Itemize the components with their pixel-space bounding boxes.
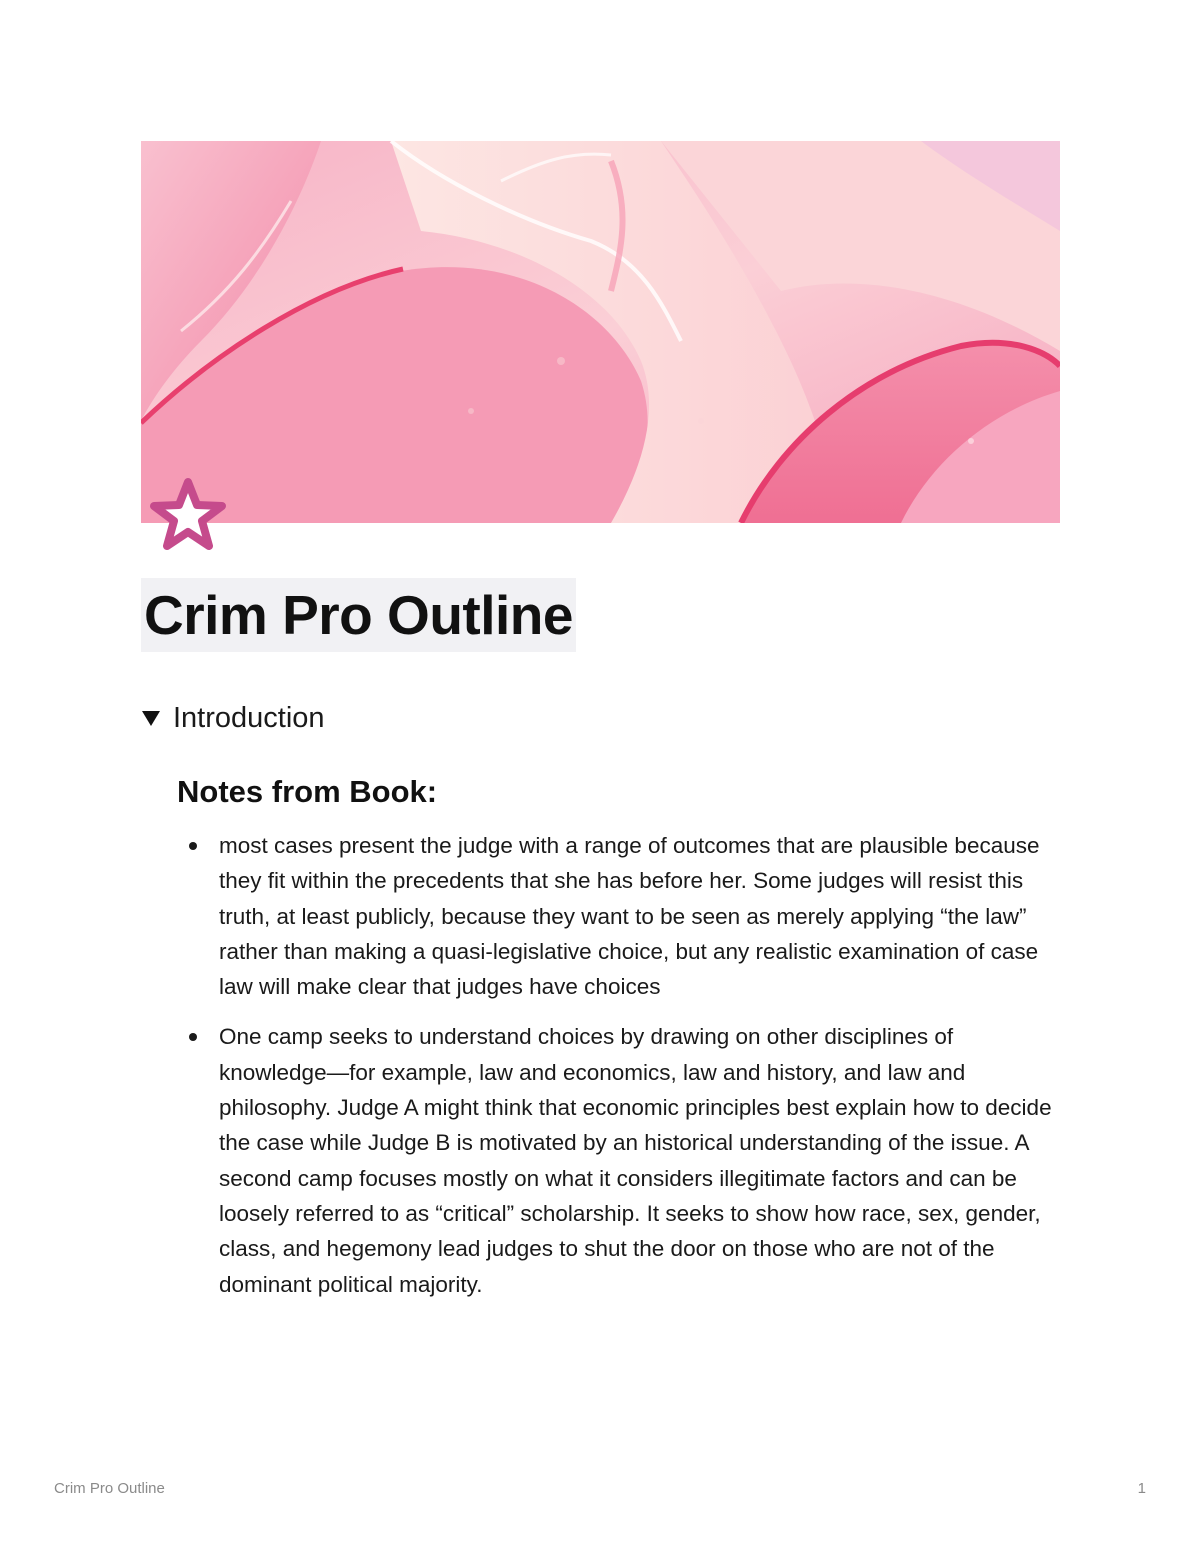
list-item-text: One camp seeks to understand choices by drawing on other disciplines of knowledge—for example, law and economics, law and history, and law and philosophy. Judge A might think that economic principles best explain how to decide the case while Judge B is motivated by an historical understanding of the issue. A second camp focuses mostly on what it considers illegitimate factors and can be loosely referred to as “critical” scholarship. It seeks to show how race, sex, gender, class, and hegemony lead judges to shut the door on those who are not of the dominant political majority. [219,1024,1052,1297]
bullet-dot-icon [189,1033,197,1041]
toggle-introduction[interactable] [141,698,325,738]
section-heading: Notes from Book: [177,774,438,809]
star-outline-icon[interactable] [148,476,228,552]
cover-image [141,141,1060,523]
toggle-label: Introduction [173,701,325,734]
list-item-text: most cases present the judge with a range of outcomes that are plausible because they fit within the precedents that she has before her. Some judges will resist this truth, at least publicly, because they want to be seen as merely applying “the law” rather than making a quasi-legislative choice, but any realistic examination of case law will make clear that judges have choices [219,833,1040,1000]
bullet-list [177,828,1062,1317]
list-item [177,1019,1062,1301]
triangle-down-icon[interactable] [141,708,161,728]
list-item [177,828,1062,1004]
bullet-dot-icon [189,842,197,850]
footer-page-number: 1 [1137,1480,1146,1497]
footer-title: Crim Pro Outline [54,1480,165,1497]
page-title: Crim Pro Outline [141,578,576,652]
cover-artwork [141,141,1060,523]
